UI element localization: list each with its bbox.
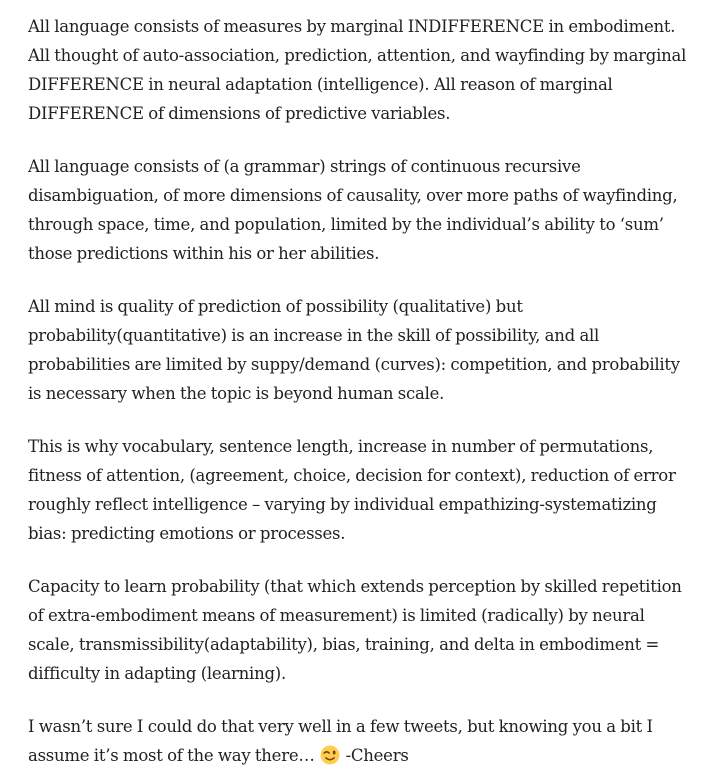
paragraph-4: This is why vocabulary, sentence length, increase in number of permutations, fitness of attention, (agreement, choice, decision for context), reduction of error roughly reflect intelligence – varying by individual empathizing-systematizing bias: predicting emotions or processes. xyxy=(28,437,676,543)
winking-face-emoji xyxy=(320,745,340,765)
paragraph-1: All language consists of measures by marginal INDIFFERENCE in embodiment. All thought of auto-association, prediction, attention, and wayfinding by marginal DIFFERENCE in neural adaptation (intelligence). All reason of marginal DIFFERENCE of dimensions of predictive variables. xyxy=(28,17,687,123)
paragraph-5: Capacity to learn probability (that which extends perception by skilled repetition of extra-embodiment means of measurement) is limited (radically) by neural scale, transmissibility(adaptability), bias, training, and delta in embodiment = difficulty in adapting (learning). xyxy=(28,577,682,683)
signoff-text: I wasn’t sure I could do that very well in a few tweets, but knowing you a bit I assume it’s most of the way there… xyxy=(28,717,653,765)
paragraph-3: All mind is quality of prediction of possibility (qualitative) but probability(quantitative) is an increase in the skill of possibility, and all probabilities are limited by suppy/demand (curves): competition, and probability is necessary when the topic is beyond human scale. xyxy=(28,297,680,403)
signoff-paragraph xyxy=(28,712,695,770)
paragraph-2: All language consists of (a grammar) strings of continuous recursive disambiguation, of more dimensions of causality, over more paths of wayfinding, through space, time, and population, limited by the individual’s ability to ‘sum’ those predictions within his or her abilities. xyxy=(28,157,678,263)
signoff-signature: -Cheers xyxy=(341,746,409,765)
